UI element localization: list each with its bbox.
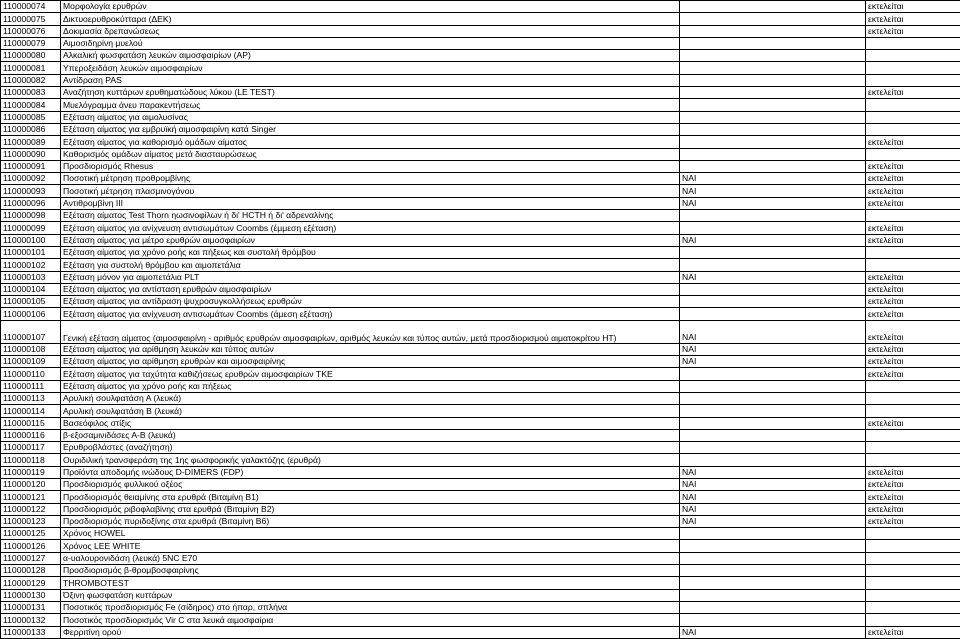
exam-description-cell: Προσδιορισμός πυριδοξίνης στα ερυθρά (Βιταμίνη Β6) [61,515,680,527]
table-row [1,478,960,490]
table-row [1,37,960,49]
table-row [1,614,960,626]
execution-status-cell [866,392,960,404]
execution-status-cell: εκτελείται [866,234,960,246]
referral-flag-cell: ΝΑΙ [680,173,866,185]
execution-status-cell: εκτελείται [866,1,960,13]
exam-code-cell: 110000108 [1,343,61,355]
exam-description-cell: Γενική εξέταση αίματος (αιμοσφαιρίνη - αριθμός ερυθρών αιμοσφαιρίων, αριθμός λευκών και τύπος αυτών, μετά προσδιορισμού αιματοκρίτου HT) [61,320,680,343]
table-row [1,368,960,380]
exam-code-cell: 110000129 [1,577,61,589]
execution-status-cell [866,442,960,454]
table-row [1,50,960,62]
referral-flag-cell [680,210,866,222]
exam-code-cell: 110000096 [1,197,61,209]
execution-status-cell [866,111,960,123]
exam-description-cell: Μυελόγραμμα άνευ παρακεντήσεως [61,99,680,111]
table-row [1,405,960,417]
exam-code-cell: 110000130 [1,589,61,601]
exam-description-cell: THROMBOTEST [61,577,680,589]
exam-code-cell: 110000113 [1,392,61,404]
execution-status-cell [866,528,960,540]
exam-code-cell: 110000110 [1,368,61,380]
exam-description-cell: Εξέταση αίματος για εμβρυϊκή αιμοσφαιρίνη κατά Singer [61,123,680,135]
exam-description-cell: Εξέταση για συστολή θρόμβου και αιμοπετάλια [61,259,680,271]
referral-flag-cell [680,74,866,86]
exam-code-cell: 110000081 [1,62,61,74]
exam-description-cell: Προσδιορισμός Rhesus [61,160,680,172]
referral-flag-cell [680,540,866,552]
exam-code-cell: 110000121 [1,491,61,503]
referral-flag-cell [680,37,866,49]
table-row [1,589,960,601]
exam-code-cell: 110000132 [1,614,61,626]
exam-code-cell: 110000114 [1,405,61,417]
exam-description-cell: Ποσοτική μέτρηση πλασμινογόνου [61,185,680,197]
exam-description-cell: Χρόνος HOWEL [61,528,680,540]
exam-code-cell: 110000099 [1,222,61,234]
exam-code-cell: 110000090 [1,148,61,160]
exam-description-cell: Υπεροξειδάση λευκών αιμοσφαιρίων [61,62,680,74]
exam-code-cell: 110000104 [1,283,61,295]
exam-table-body [1,1,960,639]
referral-flag-cell [680,87,866,99]
execution-status-cell: εκτελείται [866,197,960,209]
referral-flag-cell: ΝΑΙ [680,343,866,355]
referral-flag-cell [680,148,866,160]
execution-status-cell [866,37,960,49]
exam-description-cell: Καθορισμός ομάδων αίματος μετά διασταυρώσεως [61,148,680,160]
exam-description-cell: Εξέταση αίματος για αντίσταση ερυθρών αιμοσφαιρίων [61,283,680,295]
exam-description-cell: Αλκαλική φωσφατάση λευκών αιμοσφαιρίων (AP) [61,50,680,62]
exam-code-cell: 110000080 [1,50,61,62]
table-row [1,515,960,527]
exam-description-cell: Προσδιορισμός θειαμίνης στα ερυθρά (Βιταμίνη Β1) [61,491,680,503]
exam-description-cell: Αρυλική σουλφατάση Α (λευκά) [61,392,680,404]
referral-flag-cell [680,565,866,577]
execution-status-cell [866,99,960,111]
table-row [1,601,960,613]
exam-description-cell: Μορφολογία ερυθρών [61,1,680,13]
execution-status-cell: εκτελείται [866,13,960,25]
table-row [1,429,960,441]
execution-status-cell: εκτελείται [866,368,960,380]
table-row [1,210,960,222]
execution-status-cell [866,123,960,135]
exam-description-cell: Εξέταση αίματος για χρόνο ροής και πήξεως και συστολή θρόμβου [61,246,680,258]
exam-description-cell: Προσδιορισμός φυλλικού οξέος [61,478,680,490]
exam-description-cell: Αντίδραση PAS [61,74,680,86]
exam-description-cell: Εξέταση αίματος για καθορισμό ομάδων αίματος [61,136,680,148]
exam-description-cell: Εξέταση αίματος για ανίχνευση αντισωμάτων Coombs (έμμεση εξέταση) [61,222,680,234]
exam-description-cell: Εξέταση αίματος για μέτρο ερυθρών αιμοσφαιρίων [61,234,680,246]
referral-flag-cell [680,111,866,123]
table-row [1,185,960,197]
execution-status-cell [866,74,960,86]
table-row [1,197,960,209]
exam-code-cell: 110000101 [1,246,61,258]
execution-status-cell [866,405,960,417]
referral-flag-cell [680,50,866,62]
exam-code-cell: 110000082 [1,74,61,86]
referral-flag-cell: ΝΑΙ [680,478,866,490]
execution-status-cell: εκτελείται [866,222,960,234]
execution-status-cell [866,259,960,271]
exam-description-cell: Εξέταση αίματος για χρόνο ροής και πήξεως [61,380,680,392]
exam-description-cell: Ποσοτικός προσδιορισμός Vir C στα λευκά αιμοσφαίρια [61,614,680,626]
table-row [1,503,960,515]
execution-status-cell: εκτελείται [866,296,960,308]
table-row [1,62,960,74]
table-row [1,1,960,13]
exam-code-cell: 110000123 [1,515,61,527]
execution-status-cell: εκτελείται [866,136,960,148]
execution-status-cell: εκτελείται [866,515,960,527]
exam-code-cell: 110000102 [1,259,61,271]
execution-status-cell: εκτελείται [866,356,960,368]
referral-flag-cell [680,296,866,308]
referral-flag-cell [680,417,866,429]
exam-code-cell: 110000106 [1,308,61,320]
referral-flag-cell [680,99,866,111]
exam-description-cell: Δικτυοερυθροκύτταρα (ΔΕΚ) [61,13,680,25]
exam-code-cell: 110000086 [1,123,61,135]
referral-flag-cell [680,1,866,13]
table-row [1,296,960,308]
exam-code-cell: 110000083 [1,87,61,99]
execution-status-cell: εκτελείται [866,320,960,343]
execution-status-cell [866,380,960,392]
referral-flag-cell [680,259,866,271]
referral-flag-cell [680,552,866,564]
exam-description-cell: Εξέταση αίματος για αντίδραση ψυχροσυγκολλήσεως ερυθρών [61,296,680,308]
exam-code-cell: 110000089 [1,136,61,148]
referral-flag-cell [680,589,866,601]
execution-status-cell: εκτελείται [866,478,960,490]
referral-flag-cell [680,160,866,172]
table-row [1,25,960,37]
exam-code-cell: 110000075 [1,13,61,25]
referral-flag-cell: ΝΑΙ [680,503,866,515]
table-row [1,540,960,552]
exam-description-cell: Εξέταση αίματος για αρίθμηση ερυθρών και αιμοσφαιρίνης [61,356,680,368]
table-row [1,160,960,172]
referral-flag-cell [680,283,866,295]
exam-code-cell: 110000111 [1,380,61,392]
table-row [1,259,960,271]
table-row [1,173,960,185]
exam-description-cell: Προσδιορισμός β-θρομβοσφαιρίνης [61,565,680,577]
table-row [1,222,960,234]
table-row [1,380,960,392]
referral-flag-cell [680,246,866,258]
exam-code-cell: 110000128 [1,565,61,577]
exam-code-cell: 110000076 [1,25,61,37]
table-row [1,123,960,135]
referral-flag-cell: ΝΑΙ [680,626,866,638]
execution-status-cell: εκτελείται [866,626,960,638]
exam-description-cell: Ποσοτικός προσδιορισμός Fe (σίδηρος) στο ήπαρ, σπλήνα [61,601,680,613]
exam-code-cell: 110000109 [1,356,61,368]
execution-status-cell: εκτελείται [866,491,960,503]
execution-status-cell [866,429,960,441]
referral-flag-cell [680,528,866,540]
exam-code-cell: 110000122 [1,503,61,515]
referral-flag-cell [680,13,866,25]
exam-description-cell: Δοκιμασία δρεπανώσεως [61,25,680,37]
execution-status-cell [866,148,960,160]
table-row [1,99,960,111]
referral-flag-cell [680,577,866,589]
exam-description-cell: Εξέταση αίματος για αρίθμηση λευκών και τύπος αυτών [61,343,680,355]
table-row [1,417,960,429]
exam-code-cell: 110000103 [1,271,61,283]
table-row [1,320,960,343]
referral-flag-cell: ΝΑΙ [680,197,866,209]
execution-status-cell: εκτελείται [866,25,960,37]
referral-flag-cell [680,123,866,135]
table-row [1,13,960,25]
exam-description-cell: Προϊόντα αποδομής ινώδους D-DIMERS (FDP) [61,466,680,478]
execution-status-cell [866,589,960,601]
exam-description-cell: Βασεόφιλος στίξις [61,417,680,429]
referral-flag-cell: ΝΑΙ [680,491,866,503]
exam-description-cell: Εξέταση αίματος Test Thorn ηωσινοφίλων ή δι' HCTH ή δι' αδρεναλίνης [61,210,680,222]
exam-description-cell: Ουριδιλική τρανσφεράση της 1ης φωσφορικής γαλακτόζης (ερυθρά) [61,454,680,466]
exam-description-cell: Αναζήτηση κυττάρων ερυθηματώδους λύκου (LE TEST) [61,87,680,99]
exam-description-cell: Εξέταση αίματος για ταχύτητα καθιζήσεως ερυθρών αιμοσφαιρίων TKE [61,368,680,380]
referral-flag-cell [680,442,866,454]
execution-status-cell: εκτελείται [866,503,960,515]
referral-flag-cell: ΝΑΙ [680,234,866,246]
table-row [1,246,960,258]
execution-status-cell [866,577,960,589]
referral-flag-cell [680,405,866,417]
exam-description-cell: Ποσοτική μέτρηση προθρομβίνης [61,173,680,185]
execution-status-cell: εκτελείται [866,160,960,172]
exam-code-cell: 110000133 [1,626,61,638]
table-row [1,148,960,160]
referral-flag-cell: ΝΑΙ [680,356,866,368]
exam-description-cell: Εξέταση αίματος για ανίχνευση αντισωμάτων Coombs (άμεση εξέταση) [61,308,680,320]
table-row [1,528,960,540]
exam-description-cell: Φερριτίνη ορού [61,626,680,638]
referral-flag-cell [680,380,866,392]
table-row [1,234,960,246]
execution-status-cell [866,454,960,466]
table-row [1,111,960,123]
exam-code-cell: 110000093 [1,185,61,197]
referral-flag-cell: ΝΑΙ [680,271,866,283]
execution-status-cell [866,614,960,626]
exam-description-cell: α-υαλουρονιδάση (λευκά) 5NC E70 [61,552,680,564]
exam-description-cell: Αρυλική σουλφατάση Β (λευκά) [61,405,680,417]
exam-description-cell: Ερυθροβλάστες (αναζήτηση) [61,442,680,454]
referral-flag-cell [680,222,866,234]
table-row [1,454,960,466]
exam-description-cell: Όξινη φωσφατάση κυττάρων [61,589,680,601]
exam-code-cell: 110000107 [1,320,61,343]
execution-status-cell: εκτελείται [866,185,960,197]
referral-flag-cell [680,368,866,380]
referral-flag-cell [680,392,866,404]
exam-code-cell: 110000117 [1,442,61,454]
execution-status-cell [866,601,960,613]
exam-code-cell: 110000118 [1,454,61,466]
exam-description-cell: Αιμοσιδηρίνη μυελού [61,37,680,49]
exam-code-cell: 110000084 [1,99,61,111]
execution-status-cell [866,246,960,258]
exam-code-cell: 110000131 [1,601,61,613]
referral-flag-cell [680,62,866,74]
referral-flag-cell [680,308,866,320]
exam-code-cell: 110000098 [1,210,61,222]
execution-status-cell: εκτελείται [866,343,960,355]
table-row [1,565,960,577]
exam-code-cell: 110000074 [1,1,61,13]
table-row [1,271,960,283]
table-row [1,392,960,404]
exam-description-cell: Εξέταση μόνον για αιμοπετάλια PLT [61,271,680,283]
table-row [1,343,960,355]
execution-status-cell: εκτελείται [866,466,960,478]
exam-code-cell: 110000079 [1,37,61,49]
table-row [1,626,960,638]
exam-code-cell: 110000092 [1,173,61,185]
table-row [1,283,960,295]
execution-status-cell [866,565,960,577]
exam-code-cell: 110000085 [1,111,61,123]
execution-status-cell [866,540,960,552]
referral-flag-cell [680,429,866,441]
table-row [1,136,960,148]
table-row [1,308,960,320]
referral-flag-cell [680,601,866,613]
execution-status-cell: εκτελείται [866,308,960,320]
exam-description-cell: β-εξοσαμινιδάσες Α-Β (λευκά) [61,429,680,441]
referral-flag-cell [680,454,866,466]
exam-description-cell: Χρόνος LEE WHITE [61,540,680,552]
table-row [1,87,960,99]
exam-code-cell: 110000119 [1,466,61,478]
table-row [1,466,960,478]
exam-code-cell: 110000127 [1,552,61,564]
table-row [1,74,960,86]
exam-description-cell: Αντιθρομβίνη III [61,197,680,209]
referral-flag-cell [680,25,866,37]
exam-description-cell: Προσδιορισμός ριβοφλαβίνης στα ερυθρά (Βιταμίνη Β2) [61,503,680,515]
referral-flag-cell: ΝΑΙ [680,515,866,527]
table-row [1,552,960,564]
exam-code-cell: 110000100 [1,234,61,246]
execution-status-cell [866,50,960,62]
referral-flag-cell: ΝΑΙ [680,466,866,478]
exam-code-cell: 110000105 [1,296,61,308]
execution-status-cell: εκτελείται [866,87,960,99]
execution-status-cell [866,210,960,222]
exam-description-cell: Εξέταση αίματος για αιμολυσίνας [61,111,680,123]
exam-code-cell: 110000120 [1,478,61,490]
execution-status-cell: εκτελείται [866,271,960,283]
referral-flag-cell [680,614,866,626]
table-row [1,442,960,454]
referral-flag-cell [680,136,866,148]
execution-status-cell [866,552,960,564]
table-row [1,491,960,503]
execution-status-cell: εκτελείται [866,283,960,295]
exam-code-cell: 110000116 [1,429,61,441]
exam-code-cell: 110000126 [1,540,61,552]
referral-flag-cell: ΝΑΙ [680,320,866,343]
execution-status-cell: εκτελείται [866,173,960,185]
referral-flag-cell: ΝΑΙ [680,185,866,197]
table-row [1,577,960,589]
table-row [1,356,960,368]
exam-code-cell: 110000091 [1,160,61,172]
exam-code-cell: 110000125 [1,528,61,540]
exam-code-cell: 110000115 [1,417,61,429]
execution-status-cell [866,62,960,74]
execution-status-cell: εκτελείται [866,417,960,429]
